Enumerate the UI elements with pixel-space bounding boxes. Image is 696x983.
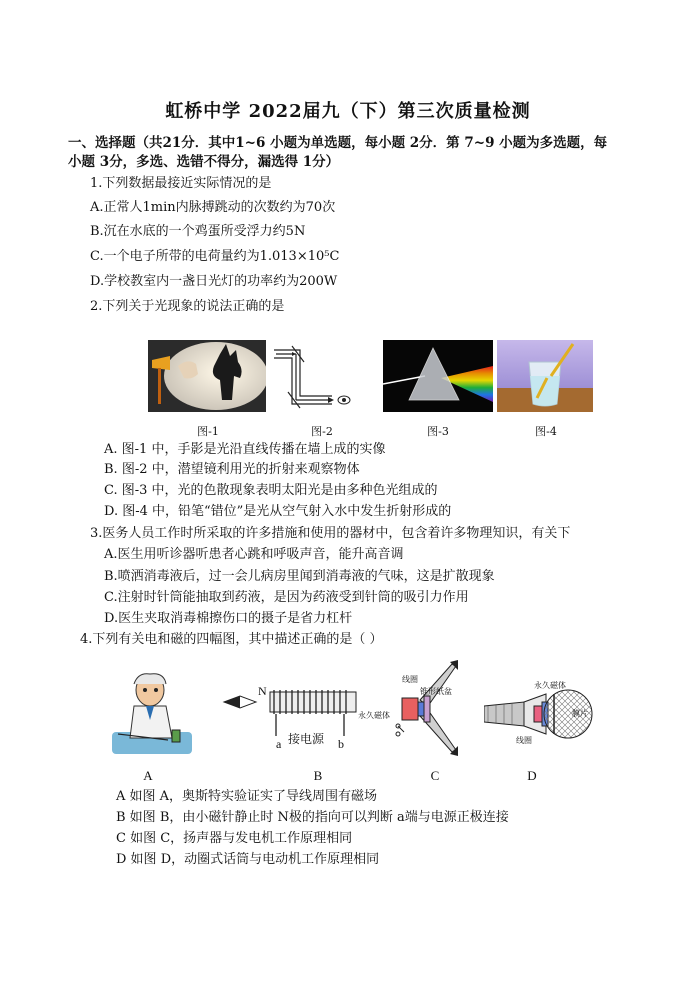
q4-option-b: B 如图 B，由小磁针静止时 N极的指向可以判断 a端与电源正极连接 xyxy=(116,810,509,825)
mic-magnet-label: 永久磁体 xyxy=(534,681,566,690)
question-4-stem: 4.下列有关电和磁的四幅图，其中描述正确的是（ ） xyxy=(80,632,383,647)
q2-option-b: B. 图-2 中，潜望镜利用光的折射来观察物体 xyxy=(104,462,360,477)
q1-option-d: D.学校教室内一盏日光灯的功率约为200W xyxy=(90,274,338,289)
fig-caption-1: 图-1 xyxy=(197,425,219,438)
q2-option-a: A. 图-1 中，手影是光沿直线传播在墙上成的实像 xyxy=(104,442,386,457)
q4-option-a: A 如图 A，奥斯特实验证实了导线周围有磁场 xyxy=(116,789,378,804)
q2-option-d: D. 图-4 中，铅笔“错位”是光从空气射入水中发生折射形成的 xyxy=(104,504,452,519)
q2-option-c: C. 图-3 中，光的色散现象表明太阳光是由多种色光组成的 xyxy=(104,483,438,498)
speaker-cone-label: 锥形纸盆 xyxy=(420,687,452,696)
q1-option-c: C.一个电子所带的电荷量约为1.013×10⁵C xyxy=(90,249,340,264)
section-heading-line1: 一、选择题（共21分．其中1~6 小题为单选题，每小题 2分．第 7~9 小题为多选题，每 xyxy=(68,135,608,151)
fig-caption-d: D xyxy=(527,768,537,783)
fig-caption-2: 图-2 xyxy=(311,425,333,438)
speaker-magnet-label: 永久磁体 xyxy=(358,711,390,720)
figure-hand-shadow xyxy=(148,340,266,412)
mic-diaphragm-label: 膜片 xyxy=(572,709,588,718)
q1-option-b: B.沉在水底的一个鸡蛋所受浮力约5N xyxy=(90,224,306,239)
page-title: 虹桥中学 2022届九（下）第三次质量检测 xyxy=(165,101,531,122)
figure-oersted-experiment xyxy=(108,668,194,760)
q3-option-c: C.注射时针筒能抽取到药液，是因为药液受到针筒的吸引力作用 xyxy=(104,590,469,605)
compass-n-label: N xyxy=(258,684,267,698)
power-supply-label: 接电源 xyxy=(288,732,325,746)
question-3-stem: 3.医务人员工作时所采取的许多措施和使用的器材中，包含着许多物理知识，有关下 xyxy=(90,526,571,541)
q4-option-c: C 如图 C，扬声器与发电机工作原理相同 xyxy=(116,831,353,846)
figure-loudspeaker xyxy=(390,660,460,758)
speaker-coil-label: 线圈 xyxy=(402,675,418,684)
question-2-stem: 2.下列关于光现象的说法正确的是 xyxy=(90,299,285,314)
q3-option-a: A.医生用听诊器听患者心跳和呼吸声音，能升高音调 xyxy=(104,547,404,562)
figure-periscope xyxy=(270,344,362,416)
figure-prism xyxy=(383,340,493,412)
figure-pencil-glass xyxy=(497,340,593,412)
section-heading-line2: 小题 3分，多选、选错不得分，漏选得 1分） xyxy=(68,154,340,170)
q3-option-d: D.医生夹取消毒棉擦伤口的摄子是省力杠杆 xyxy=(104,611,353,626)
question-1-stem: 1.下列数据最接近实际情况的是 xyxy=(90,176,272,191)
fig-caption-4: 图-4 xyxy=(535,425,557,438)
q3-option-b: B.喷洒消毒液后，过一会儿病房里闻到消毒液的气味，这是扩散现象 xyxy=(104,569,495,584)
fig-caption-3: 图-3 xyxy=(427,425,449,438)
fig-caption-a: A xyxy=(143,768,153,783)
fig-caption-b: B xyxy=(313,768,323,783)
mic-coil-label: 线圈 xyxy=(516,736,532,745)
fig-caption-c: C xyxy=(430,768,440,783)
q1-option-a: A.正常人1min内脉搏跳动的次数约为70次 xyxy=(90,200,336,215)
q4-option-d: D 如图 D，动圈式话筒与电动机工作原理相同 xyxy=(116,852,380,867)
terminal-a-label: a xyxy=(276,737,282,751)
terminal-b-label: b xyxy=(338,737,344,751)
